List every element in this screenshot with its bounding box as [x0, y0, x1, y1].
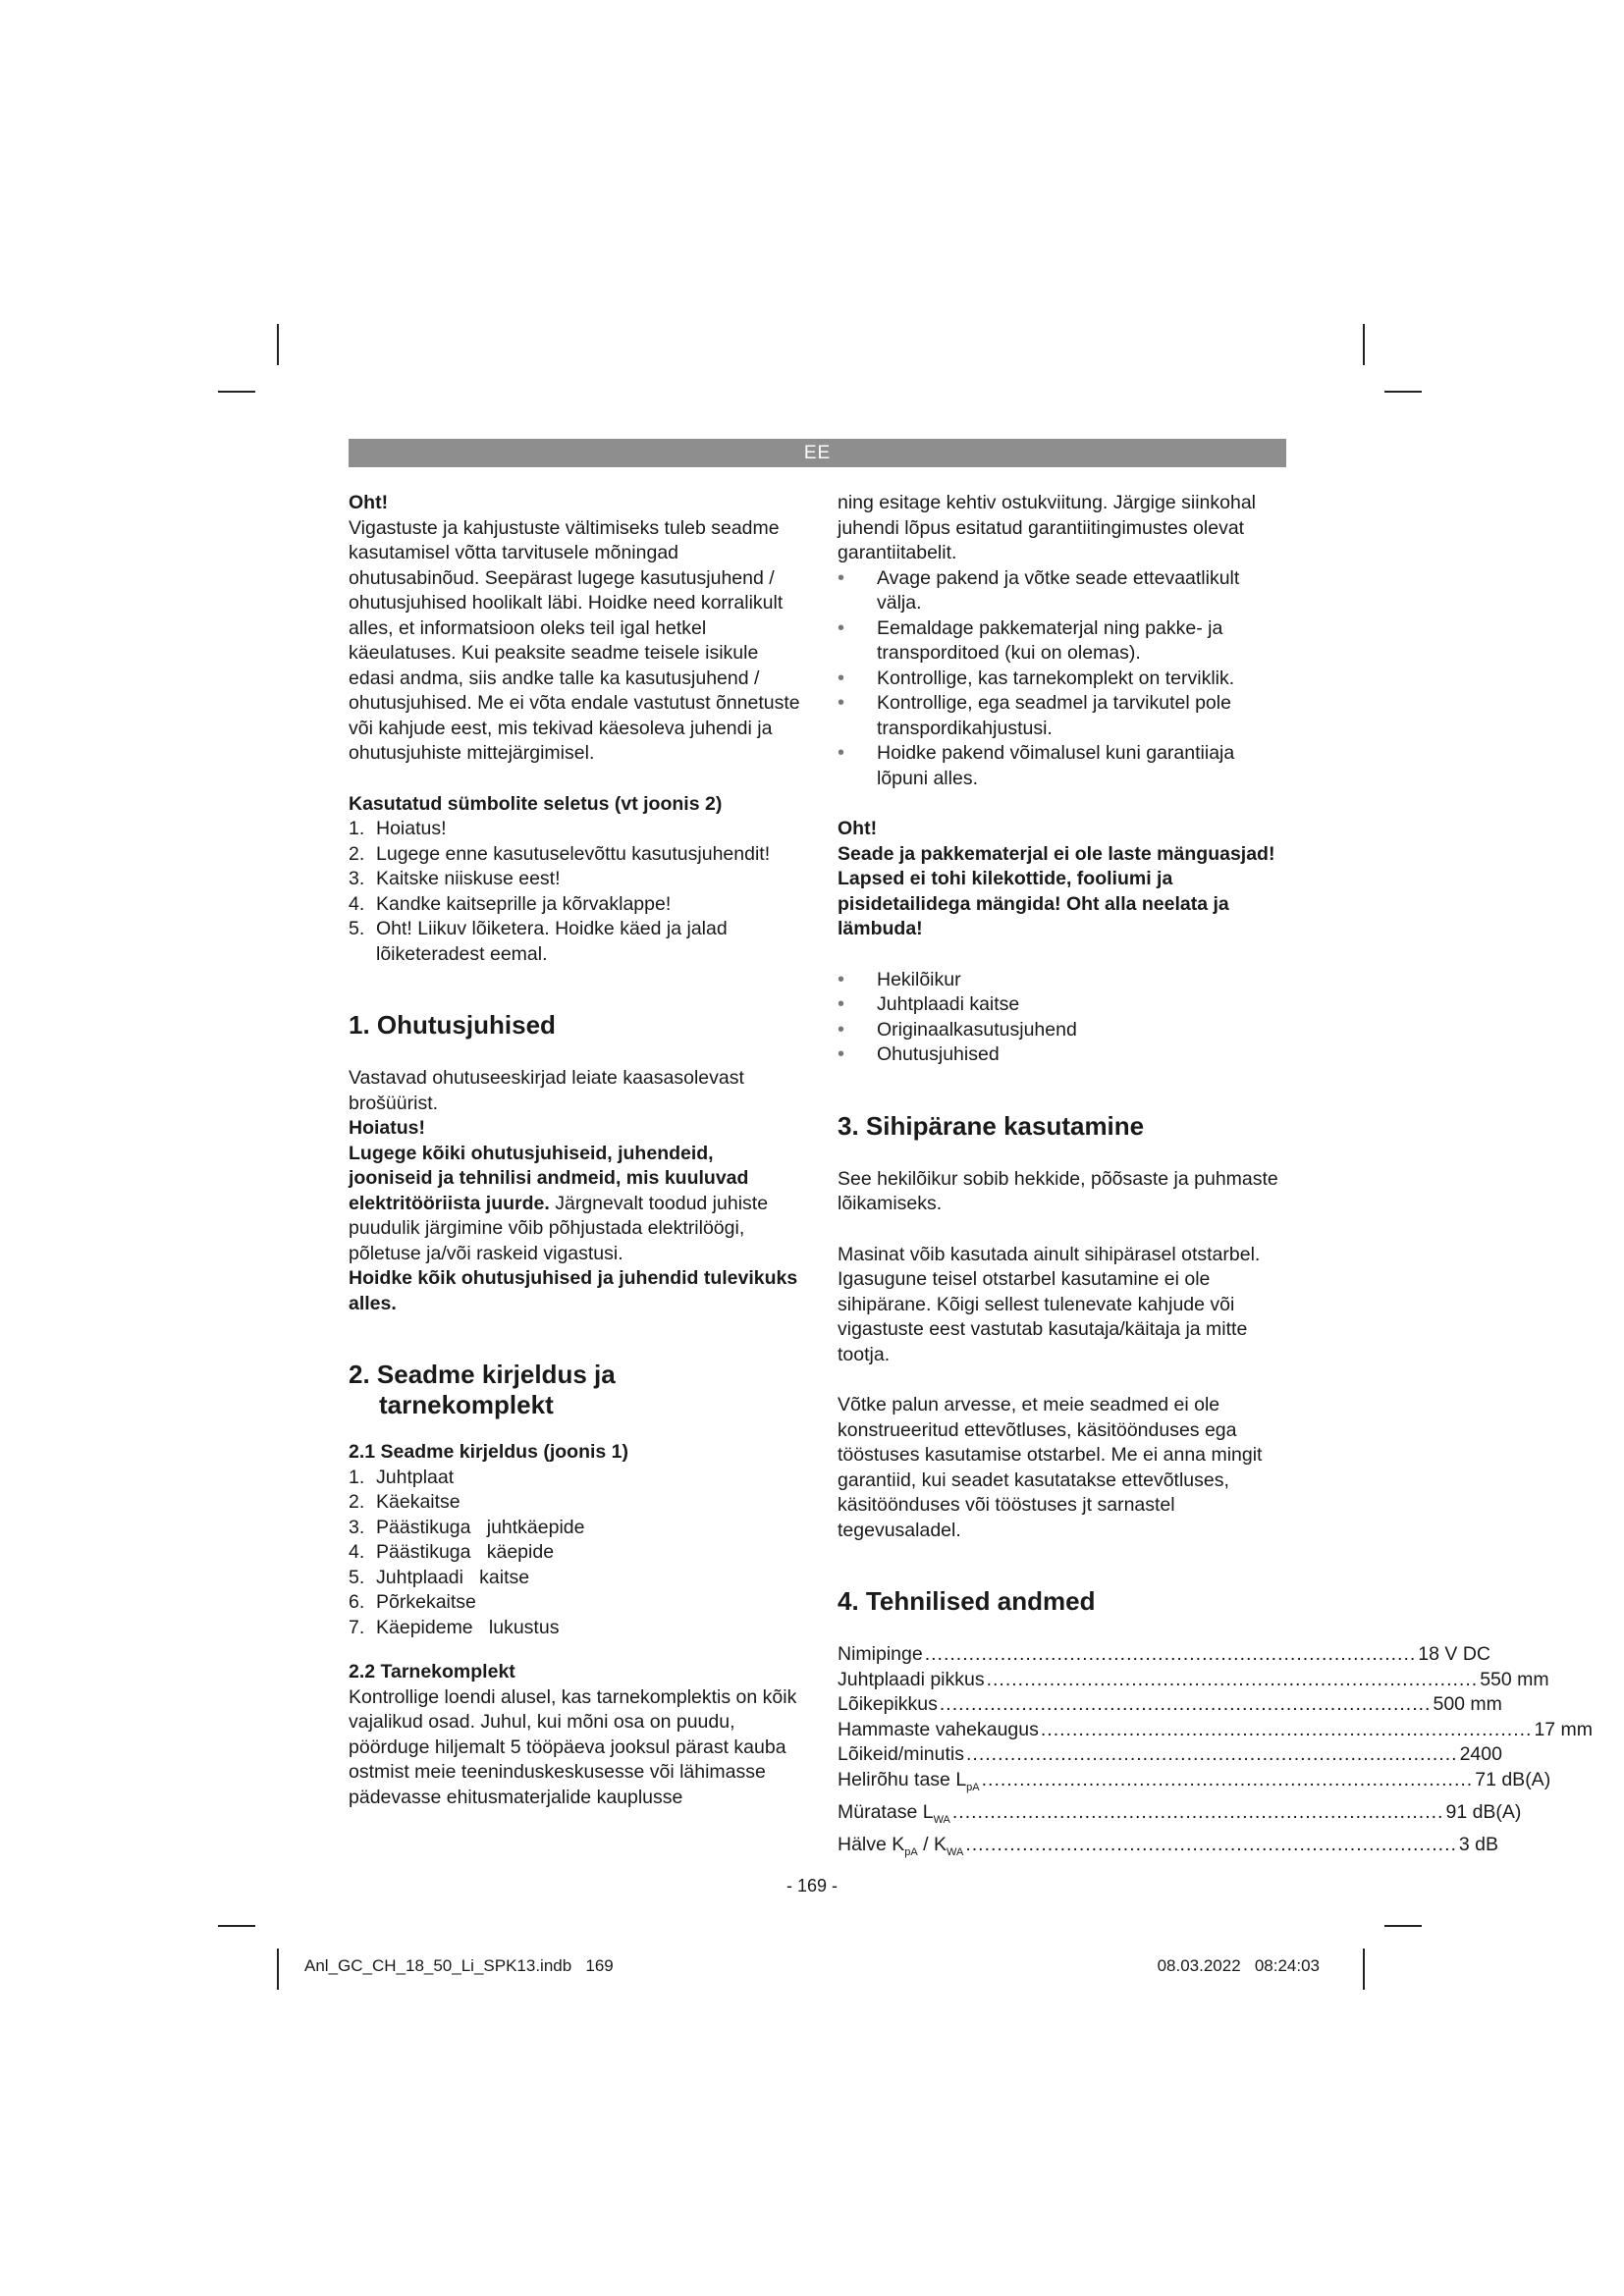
- list-item: • Ohutusjuhised: [838, 1042, 1287, 1068]
- language-header: EE: [349, 439, 1286, 467]
- list-item: 6. Põrkekaitse: [349, 1591, 476, 1613]
- continued-text: ning esitage kehtiv ostukviitung. Järgige siinkohal juhendi lõpus esitatud garantiitingimustes olevat garantiitabelit.: [838, 492, 1257, 563]
- crop-mark: [218, 1925, 255, 1927]
- unpack-steps: [838, 566, 1287, 792]
- spec-row: Hammaste vahekaugus .............................................................................. 17 mm: [838, 1718, 1594, 1740]
- list-item: 7. Käepideme lukustus: [349, 1616, 560, 1638]
- section-2-title: 2. Seadme kirjeldus ja tarnekomplekt: [349, 1360, 616, 1419]
- spec-table: [838, 1642, 1594, 1866]
- list-item: 3. Kaitske niiskuse eest!: [349, 868, 561, 889]
- section-1-keep: Hoidke kõik ohutusjuhised ja juhendid tulevikuks alles.: [349, 1267, 798, 1314]
- spec-row: Lõikeid/minutis .............................................................................. 2400: [838, 1743, 1502, 1765]
- crop-mark: [1384, 391, 1422, 393]
- danger-title: Oht!: [838, 818, 878, 839]
- contents-list: [838, 968, 1287, 1068]
- list-item: 5. Juhtplaadi kaitse: [349, 1566, 530, 1588]
- warning-label: Hoiatus!: [349, 1117, 425, 1139]
- list-item: 5. Oht! Liikuv lõiketera. Hoidke käed ja jalad lõiketeradest eemal.: [349, 918, 728, 965]
- list-item: • Originaalkasutusjuhend: [838, 1018, 1287, 1043]
- section-2-1-title: 2.1 Seadme kirjeldus (joonis 1): [349, 1441, 629, 1463]
- danger-title: Oht!: [349, 492, 389, 513]
- file-name: Anl_GC_CH_18_50_Li_SPK13.indb 169: [304, 1956, 614, 1975]
- left-column: [349, 491, 800, 1810]
- list-item: 2. Käekaitse: [349, 1491, 460, 1513]
- section-3-text-3: Võtke palun arvesse, et meie seadmed ei ole konstrueeritud ettevõtluses, käsitöönduses ega tööstuses kasutamise otstarbel. Me ei anna mingit garantiid, kui seadet kasutatakse ettevõtluses, käsitöönduses või tööstuses jt sarnastel tegevusaladel.: [838, 1394, 1263, 1541]
- section-3-text-1: See hekilõikur sobib hekkide, põõsaste ja puhmaste lõikamiseks.: [838, 1167, 1278, 1214]
- list-item: 2. Lugege enne kasutuselevõttu kasutusjuhendit!: [349, 842, 771, 865]
- danger-text: Vigastuste ja kahjustuste vältimiseks tuleb seadme kasutamisel võtta tarvitusele mõningad ohutusabinõud. Seepärast lugege kasutusjuhend / ohutusjuhised hoolikalt läbi. Hoidke need korralikult alles, et informatsioon oleks teil igal hetkel käeulatuses. Kui peaksite seadme teisele isikule edasi andma, siis andke talle ka kasutusjuhend / ohutusjuhised. Me ei võta endale vastutust õnnetuste või kahjude eest, mis tekivad käesoleva juhendi ja ohutusjuhiste mittejärgimisel.: [349, 516, 800, 764]
- section-2-2-text: Kontrollige loendi alusel, kas tarnekomplektis on kõik vajalikud osad. Juhul, kui mõni osa on puudu, pöörduge hiljemalt 5 tööpäeva jooksul pärast kauba ostmist meie teeninduskeskusesse või lähimasse pädevasse ehitusmaterjalide kauplusse: [349, 1685, 797, 1808]
- section-3-title: 3. Sihipärane kasutamine: [838, 1110, 1145, 1141]
- spec-row: Müratase $L_{WA}$ .............................................................................. 91 dB(A): [838, 1800, 1522, 1826]
- list-item: 4. Päästikuga käepide: [349, 1541, 555, 1563]
- spec-row: Juhtplaadi pikkus .............................................................................. 550 mm: [838, 1668, 1549, 1690]
- list-item: 4. Kandke kaitseprille ja kõrvaklappe!: [349, 892, 672, 915]
- spec-row: Hälve $K_{pA} / K_{WA}$ .............................................................................. 3 dB: [838, 1834, 1499, 1859]
- section-3-text-2: Masinat võib kasutada ainult sihipärasel otstarbel. Igasugune teisel otstarbel kasutamine ei ole sihipärane. Kõigi sellest tulenevate kahjude või vigastuste eest vastutab kasutaja/käitaja ja mitte tootja.: [838, 1243, 1261, 1365]
- right-column: [838, 491, 1594, 1866]
- section-1-title: 1. Ohutusjuhised: [349, 1010, 556, 1040]
- section-1-instructions: Lugege kõiki ohutusjuhiseid, juhendeid, jooniseid ja tehnilisi andmeid, mis kuuluvad elektritööriista juurde. Järgnevalt toodud juhiste puudulik järgimine võib põhjustada elektrilöögi, põletuse ja/või raskeid vigastusi.: [349, 1142, 769, 1264]
- crop-mark: [1363, 1949, 1365, 1990]
- crop-mark: [1363, 324, 1365, 365]
- list-item: • Hekilõikur: [838, 968, 1287, 993]
- section-2-2-title: 2.2 Tarnekomplekt: [349, 1661, 515, 1682]
- list-item: • Avage pakend ja võtke seade ettevaatlikult välja.: [838, 566, 1287, 616]
- print-date: 08.03.2022 08:24:03: [1157, 1956, 1320, 1975]
- list-item: • Kontrollige, kas tarnekomplekt on terviklik.: [838, 667, 1287, 692]
- symbols-title: Kasutatud sümbolite seletus (vt joonis 2): [349, 792, 723, 815]
- crop-mark: [277, 324, 279, 365]
- list-item: 1. Hoiatus!: [349, 818, 447, 839]
- spec-row: Helirõhu tase $L_{pA}$ .............................................................................. 71 dB(A): [838, 1768, 1551, 1793]
- list-item: • Kontrollige, ega seadmel ja tarvikutel pole transpordikahjustusi.: [838, 691, 1287, 741]
- crop-mark: [1384, 1925, 1422, 1927]
- list-item: • Hoidke pakend võimalusel kuni garantiiaja lõpuni alles.: [838, 741, 1287, 791]
- list-item: 1. Juhtplaat: [349, 1466, 455, 1488]
- parts-list: [349, 1466, 800, 1641]
- crop-mark: [277, 1949, 279, 1990]
- symbols-list: [349, 817, 800, 967]
- list-item: • Eemaldage pakkematerjal ning pakke- ja transporditoed (kui on olemas).: [838, 616, 1287, 667]
- crop-mark: [218, 391, 255, 393]
- section-4-title: 4. Tehnilised andmed: [838, 1586, 1096, 1616]
- danger-text: Seade ja pakkematerjal ei ole laste mänguasjad! Lapsed ei tohi kilekottide, fooliumi ja pisidetailidega mängida! Oht alla neelata ja lämbuda!: [838, 842, 1275, 939]
- section-1-text: Vastavad ohutuseeskirjad leiate kaasasolevast brošüürist.: [349, 1067, 744, 1114]
- list-item: 3. Päästikuga juhtkäepide: [349, 1516, 585, 1538]
- list-item: • Juhtplaadi kaitse: [838, 992, 1287, 1018]
- page-number: - 169 -: [785, 1876, 839, 1896]
- spec-row: Lõikepikkus .............................................................................. 500 mm: [838, 1693, 1502, 1715]
- spec-row: Nimipinge .............................................................................. 18 V DC: [838, 1643, 1490, 1665]
